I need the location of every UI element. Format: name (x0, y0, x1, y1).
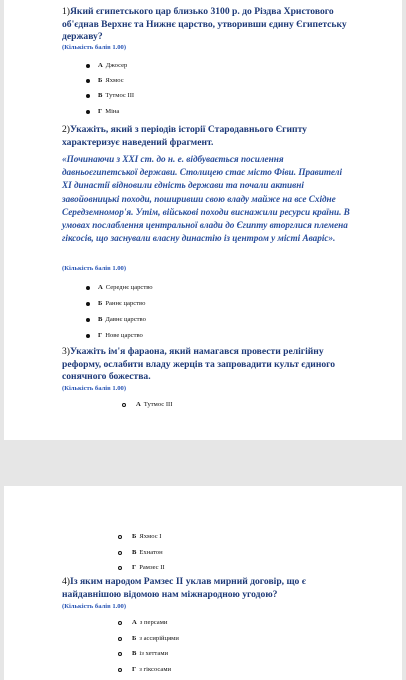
q2-option-b[interactable]: Б Раннє царство (86, 300, 145, 307)
bullet-icon (86, 334, 90, 338)
radio-icon (118, 566, 122, 570)
q3-option-a[interactable]: А Тутмос ІІІ (122, 401, 172, 408)
q4-option-a[interactable]: А з персами (118, 619, 167, 626)
question-4: 4)Із яким народом Рамзес ІІ уклав мирний договір, що є найдавнішою відомою нам міжнародною угодою? (62, 576, 306, 600)
q4-option-b[interactable]: Б з ассирійцями (118, 635, 179, 642)
page-sheet-2 (4, 486, 402, 680)
question-text: Який єгипетського цар близько 3100 р. до Різдва Христового об'єднав Верхнє та Нижнє царство, утворивши єдину Єгипетську державу? (62, 6, 347, 43)
question-3-points: (Кількість балів 1.00) (62, 385, 127, 392)
question-3: 3)Укажіть ім'я фараона, який намагався провести релігійну реформу, ослабити владу жерців та запровадити культ єдиного сонячного божества. (62, 346, 336, 383)
question-1 (62, 6, 362, 44)
bullet-icon (86, 110, 90, 114)
question-4-points: (Кількість балів 1.00) (62, 603, 127, 610)
radio-icon (118, 652, 122, 656)
radio-icon (118, 535, 122, 539)
bullet-icon (86, 64, 90, 68)
q1-option-b[interactable]: Б Яхмос (86, 77, 124, 84)
bullet-icon (86, 318, 90, 322)
radio-icon (118, 621, 122, 625)
bullet-icon (86, 79, 90, 83)
q1-option-a[interactable]: А Джосер (86, 62, 127, 69)
page-sheet-1 (4, 0, 402, 440)
q3-option-b[interactable]: Б Яхмос І (118, 533, 161, 540)
q2-option-c[interactable]: В Давнє царство (86, 316, 146, 323)
bullet-icon (86, 286, 90, 290)
question-text: Укажіть ім'я фараона, який намагався провести релігійну реформу, ослабити владу жерців та запровадити культ єдиного сонячного божества. (62, 346, 336, 383)
question-number: 1) (62, 6, 70, 17)
question-text: Укажіть, який з періодів історії Стародавнього Єгипту характеризує наведений фрагмент. (62, 124, 307, 148)
question-2-points: (Кількість балів 1.00) (62, 265, 127, 272)
q4-option-c[interactable]: В із хеттами (118, 650, 168, 657)
q3-option-c[interactable]: В Ехнатон (118, 549, 163, 556)
q2-option-a[interactable]: А Середнє царство (86, 284, 153, 291)
radio-icon (118, 668, 122, 672)
radio-icon (122, 403, 126, 407)
radio-icon (118, 551, 122, 555)
question-2-quote: «Починаючи з XXI ст. до н. е. відбувається посилення давньоєгипетської держави. Столицею стає місто Фіви. Правителі XI династії відновили єдність держави та почали активні завойовницькі походи, поширивши свою владу майже на все Східне Середземномор'я. Утім, військові походи виснажили ресурси країни. В умовах послаблення центральної влади до Єгипту вторглися племена гіксосів, що заснували власну династію із центром у місті Аваріс». (62, 154, 350, 244)
question-1-points: (Кількість балів 1.00) (62, 44, 127, 51)
q1-option-c[interactable]: В Тутмос ІІІ (86, 92, 134, 99)
q1-option-d[interactable]: Г Міна (86, 108, 119, 115)
question-text: Із яким народом Рамзес ІІ уклав мирний договір, що є найдавнішою відомою нам міжнародною угодою? (62, 576, 306, 600)
radio-icon (118, 637, 122, 641)
q4-option-d[interactable]: Г з гіксосами (118, 666, 171, 673)
bullet-icon (86, 302, 90, 306)
bullet-icon (86, 94, 90, 98)
question-2: 2)Укажіть, який з періодів історії Стародавнього Єгипту характеризує наведений фрагмент. (62, 124, 307, 148)
q2-option-d[interactable]: Г Нове царство (86, 332, 143, 339)
q3-option-d[interactable]: Г Рамзес ІІ (118, 564, 165, 571)
